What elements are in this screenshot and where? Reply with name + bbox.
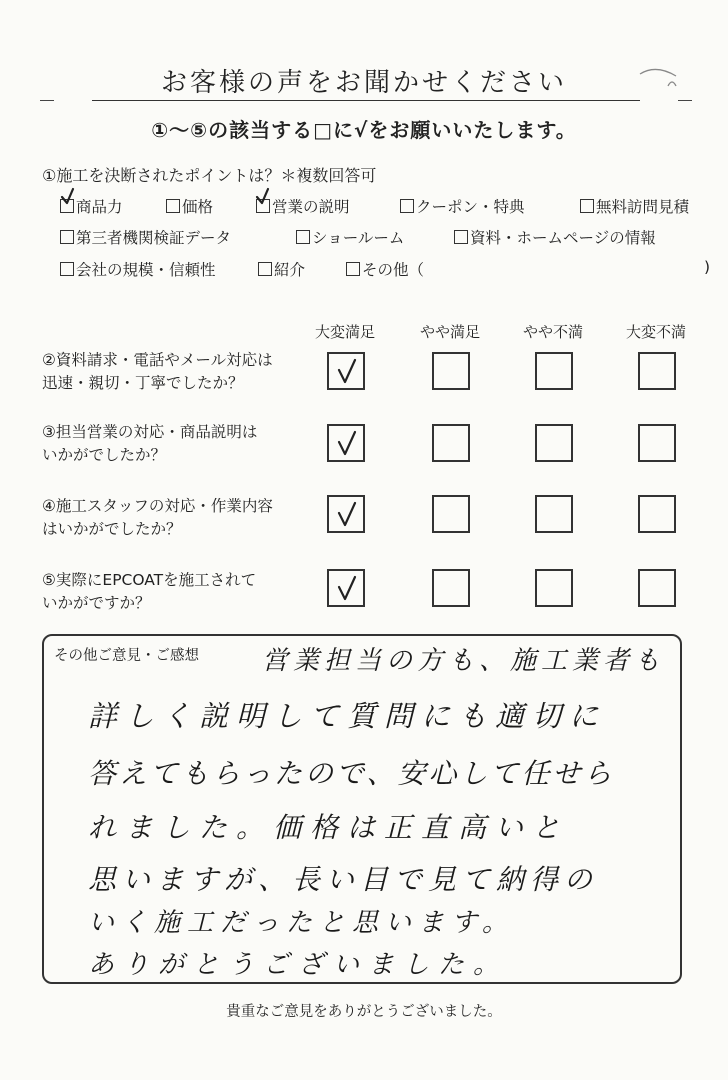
question-text: ⑤実際にEPCOATを施工されて いかがですか？ [42,571,257,612]
rating-checkbox[interactable] [327,495,365,533]
instruction-text: ①〜⑤の該当する□に√をお願いいたします。 [151,118,577,142]
checkbox-small[interactable] [580,199,594,213]
check-mark [255,187,275,207]
right-dash [678,100,692,101]
question-text: ③担当営業の対応・商品説明は いかがでしたか？ [42,423,258,464]
checkbox-small[interactable] [346,262,360,276]
checkbox-small[interactable] [258,262,272,276]
option-item[interactable]: クーポン・特典 [400,195,525,217]
option-item[interactable]: ショールーム [296,226,404,248]
question-text: ②資料請求・電話やメール対応は 迅速・親切・丁寧でしたか？ [42,351,273,392]
other-close-paren: ) [704,258,711,276]
handwritten-line: いく施工だったと思います。 [88,908,515,938]
header-somewhat-dissatisfied: やや不満 [522,323,583,341]
option-item[interactable]: 会社の規模・信頼性 [60,258,216,280]
handwritten-line: ありがとうございました。 [88,950,509,980]
rating-checkbox[interactable] [535,424,573,462]
q1-label: ①施工を決断されたポイントは？＊複数回答可 [42,166,377,185]
checkbox-small[interactable] [166,199,180,213]
rating-checkbox[interactable] [432,424,470,462]
rating-checkbox[interactable] [535,352,573,390]
header-somewhat-satisfied: やや満足 [419,323,480,341]
option-item[interactable]: 商品力 [60,195,123,217]
check-mark [333,499,363,531]
check-mark [333,356,363,388]
option-item[interactable]: 営業の説明 [256,195,350,217]
checkbox-small[interactable] [454,230,468,244]
left-dash [40,100,54,101]
comment-label: その他ご意見・ご感想 [54,648,199,664]
footer-thanks: 貴重なご意見をありがとうございました。 [226,1004,502,1020]
header-very-satisfied: 大変満足 [314,323,375,341]
option-item[interactable]: 無料訪問見積 [580,195,689,217]
rating-checkbox[interactable] [638,424,676,462]
rating-checkbox[interactable] [432,569,470,607]
checkbox-small[interactable] [60,230,74,244]
header-very-dissatisfied: 大変不満 [625,323,686,341]
check-mark [60,187,80,207]
rating-checkbox[interactable] [535,495,573,533]
checkbox-small[interactable] [400,199,414,213]
handwritten-line: れました。価格は正直高いと [88,811,570,844]
question-text: ④施工スタッフの対応・作業内容 はいかがでしたか？ [42,497,273,538]
checkbox-small[interactable] [296,230,310,244]
rating-checkbox[interactable] [638,495,676,533]
rating-checkbox[interactable] [638,352,676,390]
handwritten-line: 答えてもらったので、安心して任せら [88,757,615,790]
option-item[interactable]: 価格 [166,195,213,217]
handwritten-line: 営業担当の方も、施工業者も [262,646,666,676]
check-mark [333,573,363,605]
rating-checkbox[interactable] [327,569,365,607]
survey-title: お客様の声をお聞かせください [160,68,567,98]
title-underline [92,100,640,101]
option-item[interactable]: 第三者機関検証データ [60,226,231,248]
option-item-other[interactable]: その他（ [346,258,424,280]
rating-checkbox[interactable] [327,352,365,390]
rating-checkbox[interactable] [432,352,470,390]
handwritten-line: 思いますが、長い目で見て納得の [88,863,599,896]
checkbox-small[interactable] [60,262,74,276]
check-mark [333,428,363,460]
option-item[interactable]: 資料・ホームページの情報 [454,226,656,248]
handwritten-line: 詳しく説明して質問にも適切に [88,699,607,733]
rating-checkbox[interactable] [535,569,573,607]
rating-checkbox[interactable] [327,424,365,462]
rating-checkbox[interactable] [638,569,676,607]
rating-checkbox[interactable] [432,495,470,533]
corner-scribble [636,64,680,94]
option-item[interactable]: 紹介 [258,258,305,280]
